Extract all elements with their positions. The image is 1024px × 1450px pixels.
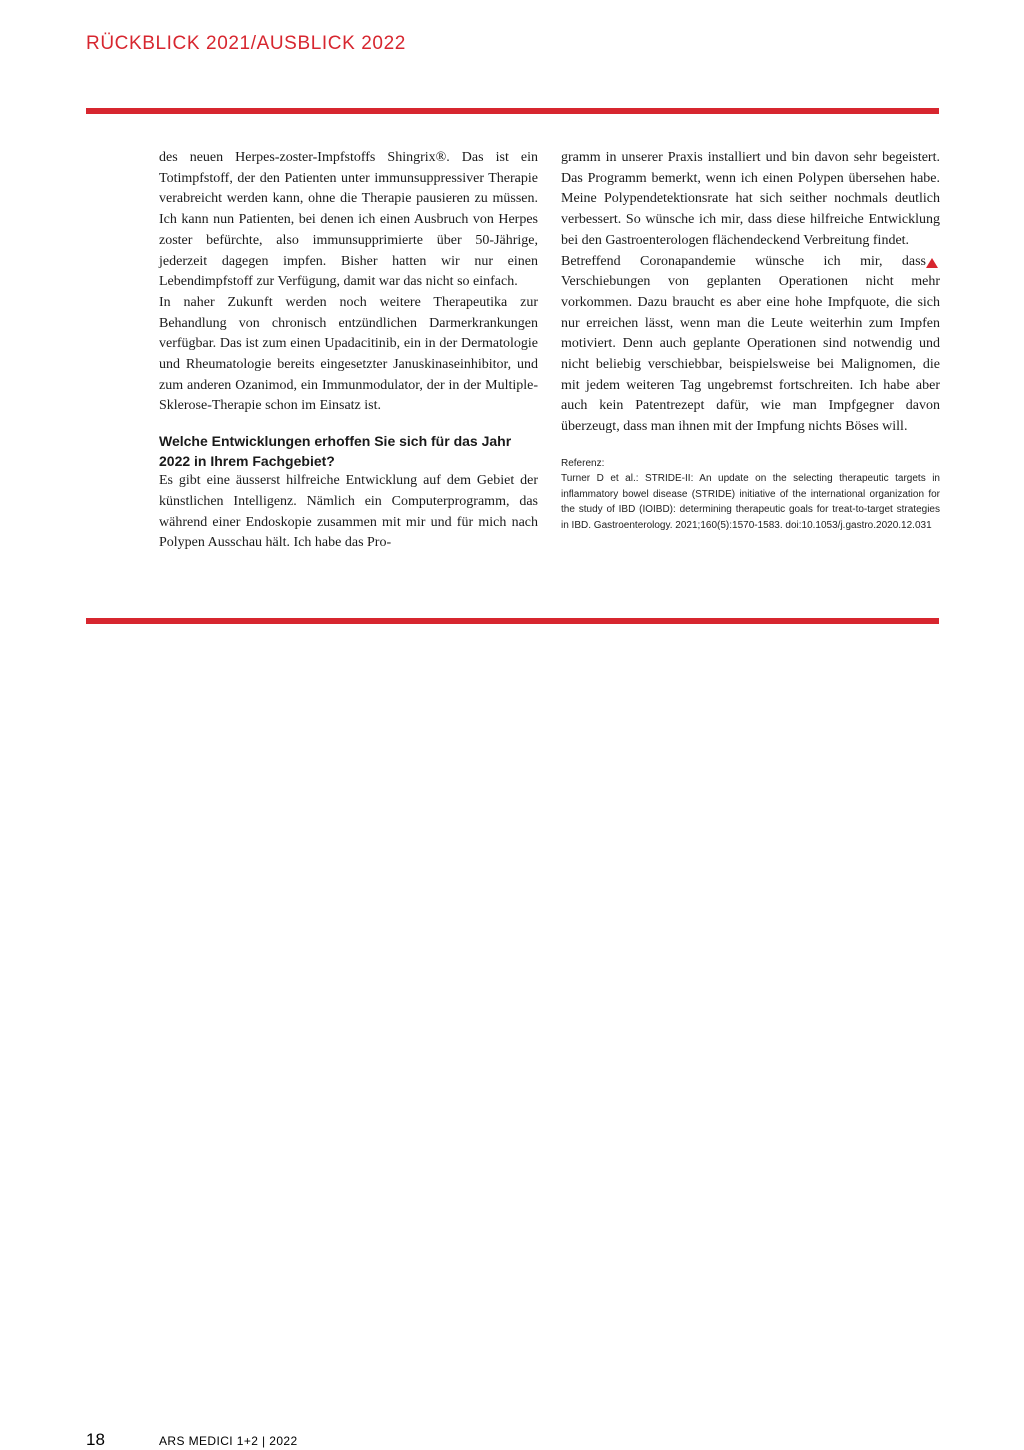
reference-block [561, 456, 940, 534]
end-of-article-triangle-icon [926, 258, 938, 268]
left-paragraph-3: Es gibt eine äusserst hilfreiche Entwicklung auf dem Gebiet der künstlichen Intelligenz. Nämlich ein Computerprogramm, das während einer Endoskopie zusammen mit mir und für mich nach Polypen Ausschau hält. Ich habe das Pro- [159, 473, 538, 551]
bottom-divider [86, 618, 939, 624]
right-paragraph-1: gramm in unserer Praxis installiert und bin davon sehr begeistert. Das Programm bemerkt, wenn ich einen Polypen übersehen habe. Meine Polypendetektionsrate hat sich seither nochmals deutlich verbessert. So wünsche ich mir, dass diese hilfreiche Entwicklung bei den Gastroenterologen flächendeckend Verbreitung findet. [561, 150, 940, 248]
right-paragraph-2 [561, 252, 940, 438]
reference-label: Referenz: [561, 457, 605, 469]
page-number: 18 [86, 1430, 105, 1449]
top-divider [86, 108, 939, 114]
left-paragraph-2: In naher Zukunft werden noch weitere Therapeutika zur Behandlung von chronisch entzündlichen Darmerkrankungen verfügbar. Das ist zum einen Upadacitinib, ein in der Dermatologie und Rheumatologie bereits eingesetzter Januskinaseinhibitor, und zum anderen Ozanimod, ein Immunmodulator, der in der Multiple-Sklerose-Therapie schon im Einsatz ist. [159, 294, 538, 414]
question-heading: Welche Entwicklungen erhoffen Sie sich für das Jahr 2022 in Ihrem Fachgebiet? [159, 433, 512, 470]
right-column [561, 148, 940, 533]
section-title: RÜCKBLICK 2021/AUSBLICK 2022 [86, 33, 406, 54]
right-paragraph-2-text: Betreffend Coronapandemie wünsche ich mir, dass Verschiebungen von geplanten Operationen nicht mehr vorkommen. Dazu braucht es aber eine hohe Impfquote, die sich nur erreichen lässt, wenn man die Leute weiterhin zum Impfen motiviert. Denn auch geplante Operationen sind notwendig und nicht beliebig verschiebbar, beispielsweise bei Malignomen, die mit jedem weiteren Tag ungebremst fortschreiten. Ich habe aber auch kein Patentrezept dafür, wie man Impfgegner davon überzeugt, dass man ihnen mit der Impfung nichts Böses will. [561, 253, 940, 435]
left-column [159, 148, 538, 554]
reference-text: Turner D et al.: STRIDE-II: An update on the selecting therapeutic targets in inflammatory bowel disease (STRIDE) initiative of the international organization for the study of IBD (IOIBD): determining therapeutic goals for treat-to-target strategies in IBD. Gastroenterology. 2021;160(5):1570-1583. doi:10.1053/j.gastro.2020.12.031 [561, 473, 940, 531]
magazine-issue: ARS MEDICI 1+2 | 2022 [159, 1434, 298, 1448]
left-paragraph-1: des neuen Herpes-zoster-Impfstoffs Shingrix®. Das ist ein Totimpfstoff, der den Patienten unter immunsuppressiver Therapie verabreicht werden kann, ohne die Therapie pausieren zu müssen. Ich kann nun Patienten, bei denen ich einen Ausbruch von Herpes zoster befürchte, also immunsupprimierte über 50-Jährige, jederzeit dagegen impfen. Bisher hatten wir nur einen Lebendimpfstoff zur Verfügung, damit war das nicht so einfach. [159, 150, 538, 290]
